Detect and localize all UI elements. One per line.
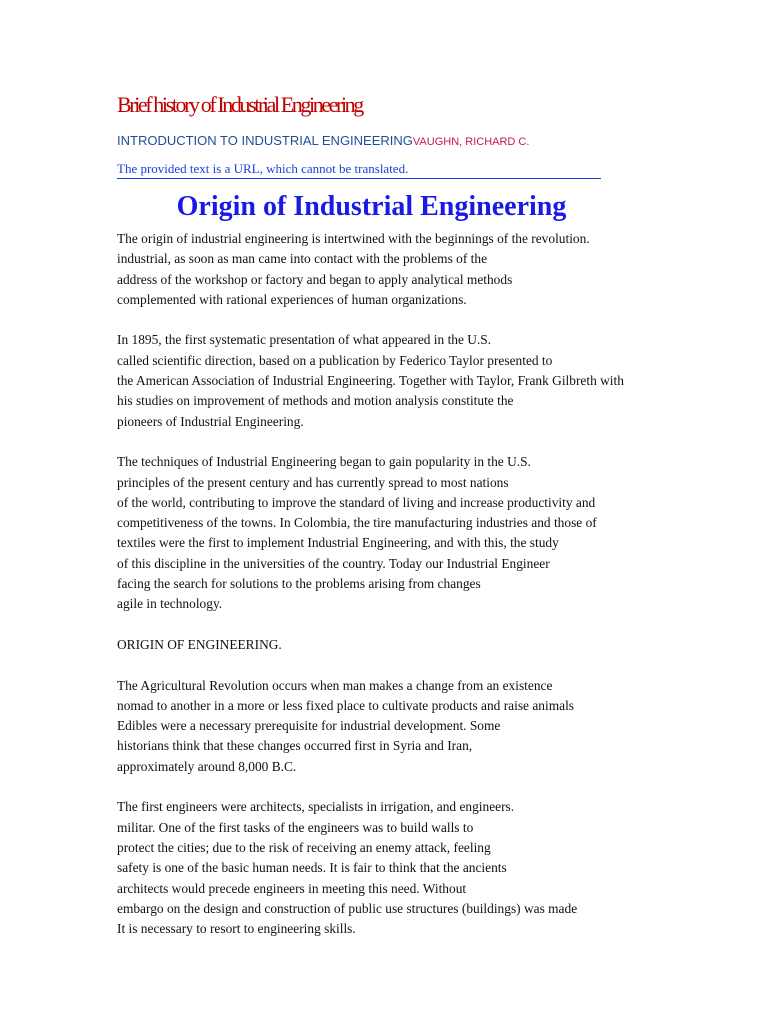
- text-line: facing the search for solutions to the problems arising from changes: [117, 576, 481, 592]
- body-paragraph: [117, 635, 757, 655]
- text-line: militar. One of the first tasks of the engineers was to build walls to: [117, 819, 474, 835]
- body-paragraph: [117, 797, 757, 939]
- text-line: complemented with rational experiences of human organizations.: [117, 291, 467, 307]
- body-text: [117, 229, 757, 960]
- text-line: architects would precede engineers in meeting this need. Without: [117, 880, 467, 896]
- text-line: nomad to another in a more or less fixed place to cultivate products and raise animals: [117, 697, 574, 713]
- text-line: industrial, as soon as man came into contact with the problems of the: [117, 251, 488, 267]
- text-line: Edibles were a necessary prerequisite for industrial development. Some: [117, 718, 501, 734]
- body-paragraph: [117, 452, 757, 614]
- text-line: of this discipline in the universities of the country. Today our Industrial Engineer: [117, 555, 550, 571]
- text-line: It is necessary to resort to engineering skills.: [117, 921, 356, 937]
- body-paragraph: [117, 229, 757, 310]
- text-line: address of the workshop or factory and began to apply analytical methods: [117, 271, 513, 287]
- url-note-link[interactable]: The provided text is a URL, which cannot be translated.: [117, 161, 601, 179]
- text-line: The Agricultural Revolution occurs when man makes a change from an existence: [117, 677, 553, 693]
- text-line: called scientific direction, based on a publication by Federico Taylor presented to: [117, 352, 553, 368]
- text-line: ORIGIN OF ENGINEERING.: [117, 636, 282, 652]
- text-line: his studies on improvement of methods and motion analysis constitute the: [117, 393, 514, 409]
- text-line: of the world, contributing to improve the standard of living and increase productivity and: [117, 494, 596, 510]
- body-paragraph: [117, 676, 757, 777]
- section-heading: Origin of Industrial Engineering: [176, 191, 567, 222]
- text-line: embargo on the design and construction of public use structures (buildings) was made: [117, 900, 578, 916]
- text-line: In 1895, the first systematic presentation of what appeared in the U.S.: [117, 332, 492, 348]
- text-line: competitiveness of the towns. In Colombia, the tire manufacturing industries and those of: [117, 515, 597, 531]
- text-line: The origin of industrial engineering is intertwined with the beginnings of the revolution.: [117, 231, 590, 246]
- reference-author: VAUGHN, RICHARD C.: [412, 136, 530, 148]
- text-line: The first engineers were architects, specialists in irrigation, and engineers.: [117, 799, 515, 815]
- text-line: safety is one of the basic human needs. It is fair to think that the ancients: [117, 860, 507, 876]
- text-line: protect the cities; due to the risk of receiving an enemy attack, feeling: [117, 839, 491, 855]
- reference-title: INTRODUCTION TO INDUSTRIAL ENGINEERING: [117, 133, 413, 148]
- text-line: principles of the present century and has currently spread to most nations: [117, 474, 509, 490]
- text-line: agile in technology.: [117, 596, 223, 612]
- text-line: the American Association of Industrial Engineering. Together with Taylor, Frank Gilbreth with: [117, 373, 624, 389]
- document-title: Brief history of Industrial Engineering: [117, 92, 362, 117]
- text-line: textiles were the first to implement Industrial Engineering, and with this, the study: [117, 535, 559, 551]
- text-line: approximately around 8,000 B.C.: [117, 758, 297, 774]
- text-line: The techniques of Industrial Engineering began to gain popularity in the U.S.: [117, 454, 531, 470]
- body-paragraph: [117, 330, 757, 431]
- text-line: historians think that these changes occurred first in Syria and Iran,: [117, 738, 473, 754]
- reference-line: [117, 133, 529, 148]
- text-line: pioneers of Industrial Engineering.: [117, 413, 304, 429]
